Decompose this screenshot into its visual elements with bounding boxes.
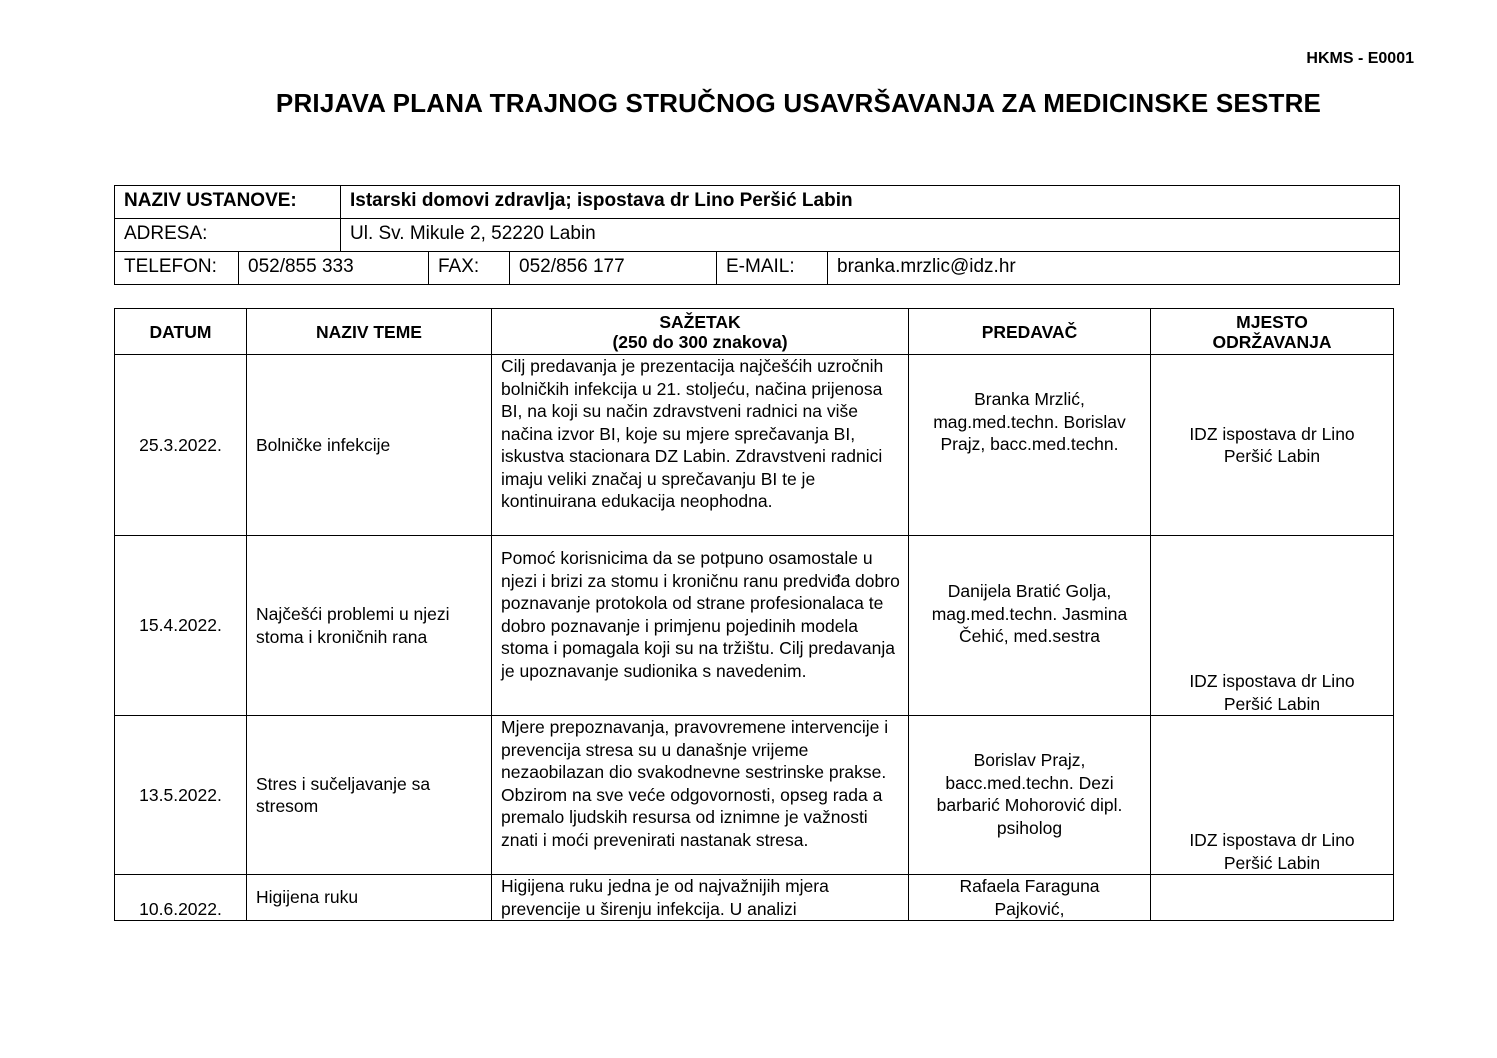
row-location xyxy=(1151,716,1394,875)
row-lecturer-text: Borislav Prajz, bacc.med.techn. Dezi barbarić Mohorović dipl. psiholog xyxy=(936,750,1123,838)
header-lecturer: PREDAVAČ xyxy=(909,309,1151,355)
fax-label: FAX: xyxy=(429,252,510,284)
document-title: PRIJAVA PLANA TRAJNOG STRUČNOG USAVRŠAVANJA ZA MEDICINSKE SESTRE xyxy=(275,88,1322,118)
header-summary-line2: (250 do 300 znakova) xyxy=(612,331,788,352)
email-label: E-MAIL: xyxy=(717,252,828,284)
institution-address-row xyxy=(115,219,1399,252)
row-topic xyxy=(247,536,492,716)
row-summary xyxy=(492,536,909,716)
document-code: HKMS - E0001 xyxy=(1306,50,1414,67)
row-location xyxy=(1151,875,1394,921)
row-date xyxy=(115,355,247,536)
row-lecturer-text: Branka Mrzlić, mag.med.techn. Borislav Prajz, bacc.med.techn. xyxy=(933,389,1126,454)
header-location-line1: MJESTO xyxy=(1236,311,1308,332)
row-date xyxy=(115,875,247,921)
row-summary-text: Cilj predavanja je prezentacija najčešćih uzročnih bolničkih infekcija u 21. stoljeću, načina prijenosa BI, na koji su način zdravstveni radnici na više načina izvor BI, koje su mjere sprečavanja BI, iskustva stacionara DZ Labin. Zdravstveni radnici imaju veliki značaj u sprečavanju BI te je kontinuirana edukacija neophodna. xyxy=(501,356,884,511)
table-row xyxy=(115,716,1394,875)
phone-label: TELEFON: xyxy=(115,252,239,284)
phone-value: 052/855 333 xyxy=(239,252,429,284)
row-lecturer xyxy=(909,536,1151,716)
row-topic xyxy=(247,355,492,536)
row-topic-text: Higijena ruku xyxy=(256,887,359,907)
table-row xyxy=(115,875,1394,921)
email-value: branka.mrzlic@idz.hr xyxy=(837,256,1016,277)
education-plan-table xyxy=(114,308,1394,921)
table-row xyxy=(115,536,1394,716)
row-summary-text: Pomoć korisnicima da se potpuno osamostale u njezi i brizi za stomu i kroničnu ranu predviđa dobro poznavanje protokola od strane profesionalaca te dobro poznavanje i primjenu pojedinih modela stoma i pomagala koji su na tržištu. Cilj predavanja je upoznavanje sudionika s navedenim. xyxy=(501,548,900,681)
address-label: ADRESA: xyxy=(115,219,341,251)
header-location xyxy=(1151,309,1394,355)
row-date-text: 13.5.2022. xyxy=(139,784,222,805)
institution-info-table xyxy=(114,185,1400,285)
row-summary-text: Mjere prepoznavanja, pravovremene intervencije i prevencija stresa su u današnje vrijeme nezaobilazan dio svakodnevne sestrinske prakse. Obzirom na sve veće odgovornosti, opseg rada a premalo ljudskih resursa od iznimne je važnosti znati i moći prevenirati nastanak stresa. xyxy=(501,717,889,850)
fax-value: 052/856 177 xyxy=(510,252,717,284)
row-topic-text: Najčešći problemi u njezi stoma i kroničnih rana xyxy=(256,604,450,647)
header-topic: NAZIV TEME xyxy=(247,309,492,355)
row-date-text: 25.3.2022. xyxy=(139,434,222,455)
row-summary xyxy=(492,355,909,536)
row-lecturer-text: Rafaela Faraguna Pajković, xyxy=(959,876,1100,919)
row-topic xyxy=(247,716,492,875)
row-summary xyxy=(492,875,909,921)
institution-name-value: Istarski domovi zdravlja; ispostava dr Lino Peršić Labin xyxy=(350,190,853,211)
table-row xyxy=(115,355,1394,536)
row-topic xyxy=(247,875,492,921)
row-lecturer xyxy=(909,355,1151,536)
row-lecturer-text: Danijela Bratić Golja, mag.med.techn. Jasmina Čehić, med.sestra xyxy=(931,581,1128,646)
row-summary xyxy=(492,716,909,875)
address-value: Ul. Sv. Mikule 2, 52220 Labin xyxy=(350,223,596,244)
header-summary-line1: SAŽETAK xyxy=(659,311,741,332)
institution-name-label: NAZIV USTANOVE: xyxy=(115,186,341,218)
row-location-text: IDZ ispostava dr Lino Peršić Labin xyxy=(1189,830,1355,873)
row-lecturer xyxy=(909,716,1151,875)
row-date xyxy=(115,536,247,716)
header-date: DATUM xyxy=(115,309,247,355)
row-date xyxy=(115,716,247,875)
header-location-line2: ODRŽAVANJA xyxy=(1212,331,1332,352)
institution-name-row xyxy=(115,186,1399,219)
row-location-text: IDZ ispostava dr Lino Peršić Labin xyxy=(1189,671,1355,714)
row-date-text: 10.6.2022. xyxy=(139,898,222,919)
table-header-row xyxy=(115,309,1394,355)
row-location-text: IDZ ispostava dr Lino Peršić Labin xyxy=(1189,423,1355,466)
row-location xyxy=(1151,355,1394,536)
institution-contact-row xyxy=(115,252,1399,284)
row-topic-text: Stres i sučeljavanje sa stresom xyxy=(256,773,431,816)
row-summary-text: Higijena ruku jedna je od najvažnijih mjera prevencije u širenju infekcija. U analizi xyxy=(501,876,829,919)
row-location xyxy=(1151,536,1394,716)
header-summary xyxy=(492,309,909,355)
row-date-text: 15.4.2022. xyxy=(139,615,222,636)
row-topic-text: Bolničke infekcije xyxy=(256,434,391,455)
row-lecturer xyxy=(909,875,1151,921)
